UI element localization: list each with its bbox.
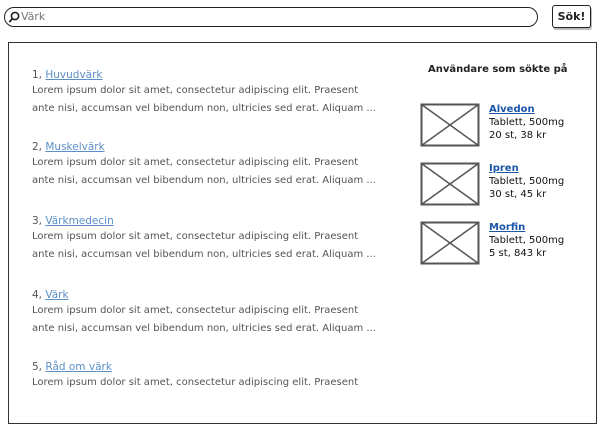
- image-placeholder-icon: [420, 162, 480, 206]
- result-snippet-line: ante nisi, accumsan vel bibendum non, ultricies sed erat. Aliquam ...: [32, 175, 376, 186]
- result-snippet-line: Lorem ipsum dolor sit amet, consectetur adipiscing elit. Praesent: [32, 157, 359, 168]
- image-placeholder-icon: [420, 103, 480, 147]
- result-snippet-line: Lorem ipsum dolor sit amet, consectetur adipiscing elit. Praesent: [32, 85, 359, 96]
- product-info: [489, 221, 599, 260]
- result-snippet-line: ante nisi, accumsan vel bibendum non, ultricies sed erat. Aliquam ...: [32, 103, 376, 114]
- result-item: [32, 214, 412, 264]
- product-card[interactable]: [418, 162, 588, 206]
- result-snippet-line: ante nisi, accumsan vel bibendum non, ultricies sed erat. Aliquam ...: [32, 323, 376, 334]
- search-bar[interactable]: [4, 7, 538, 27]
- result-link[interactable]: Muskelvärk: [45, 141, 105, 153]
- result-snippet-line: ante nisi, accumsan vel bibendum non, ultricies sed erat. Aliquam ...: [32, 249, 376, 260]
- result-item: [32, 68, 412, 118]
- product-name-link[interactable]: Morfin: [489, 222, 526, 233]
- product-price: 30 st, 45 kr: [489, 189, 547, 200]
- search-button[interactable]: Sök!: [552, 5, 591, 28]
- product-form: Tablett, 500mg: [489, 117, 565, 128]
- result-number: 5,: [32, 361, 43, 373]
- result-title: [32, 288, 412, 302]
- product-form: Tablett, 500mg: [489, 176, 565, 187]
- result-snippet-line: Lorem ipsum dolor sit amet, consectetur adipiscing elit. Praesent: [32, 377, 359, 388]
- result-number: 2,: [32, 141, 43, 153]
- search-input[interactable]: [21, 9, 521, 24]
- result-item: [32, 360, 412, 392]
- product-name-link[interactable]: Alvedon: [489, 104, 535, 115]
- result-title: [32, 360, 412, 374]
- result-title: [32, 214, 412, 228]
- product-price: 20 st, 38 kr: [489, 130, 547, 141]
- product-form: Tablett, 500mg: [489, 235, 565, 246]
- sidebar-heading: Användare som sökte på: [428, 64, 568, 75]
- result-snippet-line: Lorem ipsum dolor sit amet, consectetur adipiscing elit. Praesent: [32, 231, 359, 242]
- result-item: [32, 140, 412, 190]
- result-link[interactable]: Värk: [45, 289, 69, 301]
- results-panel: [8, 42, 597, 424]
- result-snippet-line: Lorem ipsum dolor sit amet, consectetur adipiscing elit. Praesent: [32, 305, 359, 316]
- product-price: 5 st, 843 kr: [489, 248, 547, 259]
- product-card[interactable]: [418, 221, 588, 265]
- result-number: 1,: [32, 69, 43, 81]
- product-name-link[interactable]: Ipren: [489, 163, 519, 174]
- result-link[interactable]: Värkmedecin: [45, 215, 114, 227]
- image-placeholder-icon: [420, 221, 480, 265]
- result-link[interactable]: Huvudvärk: [45, 69, 103, 81]
- result-number: 3,: [32, 215, 43, 227]
- result-number: 4,: [32, 289, 43, 301]
- product-card[interactable]: [418, 103, 588, 147]
- result-title: [32, 68, 412, 82]
- product-info: [489, 162, 599, 201]
- product-info: [489, 103, 599, 142]
- result-item: [32, 288, 412, 338]
- result-title: [32, 140, 412, 154]
- result-link[interactable]: Råd om värk: [45, 361, 112, 373]
